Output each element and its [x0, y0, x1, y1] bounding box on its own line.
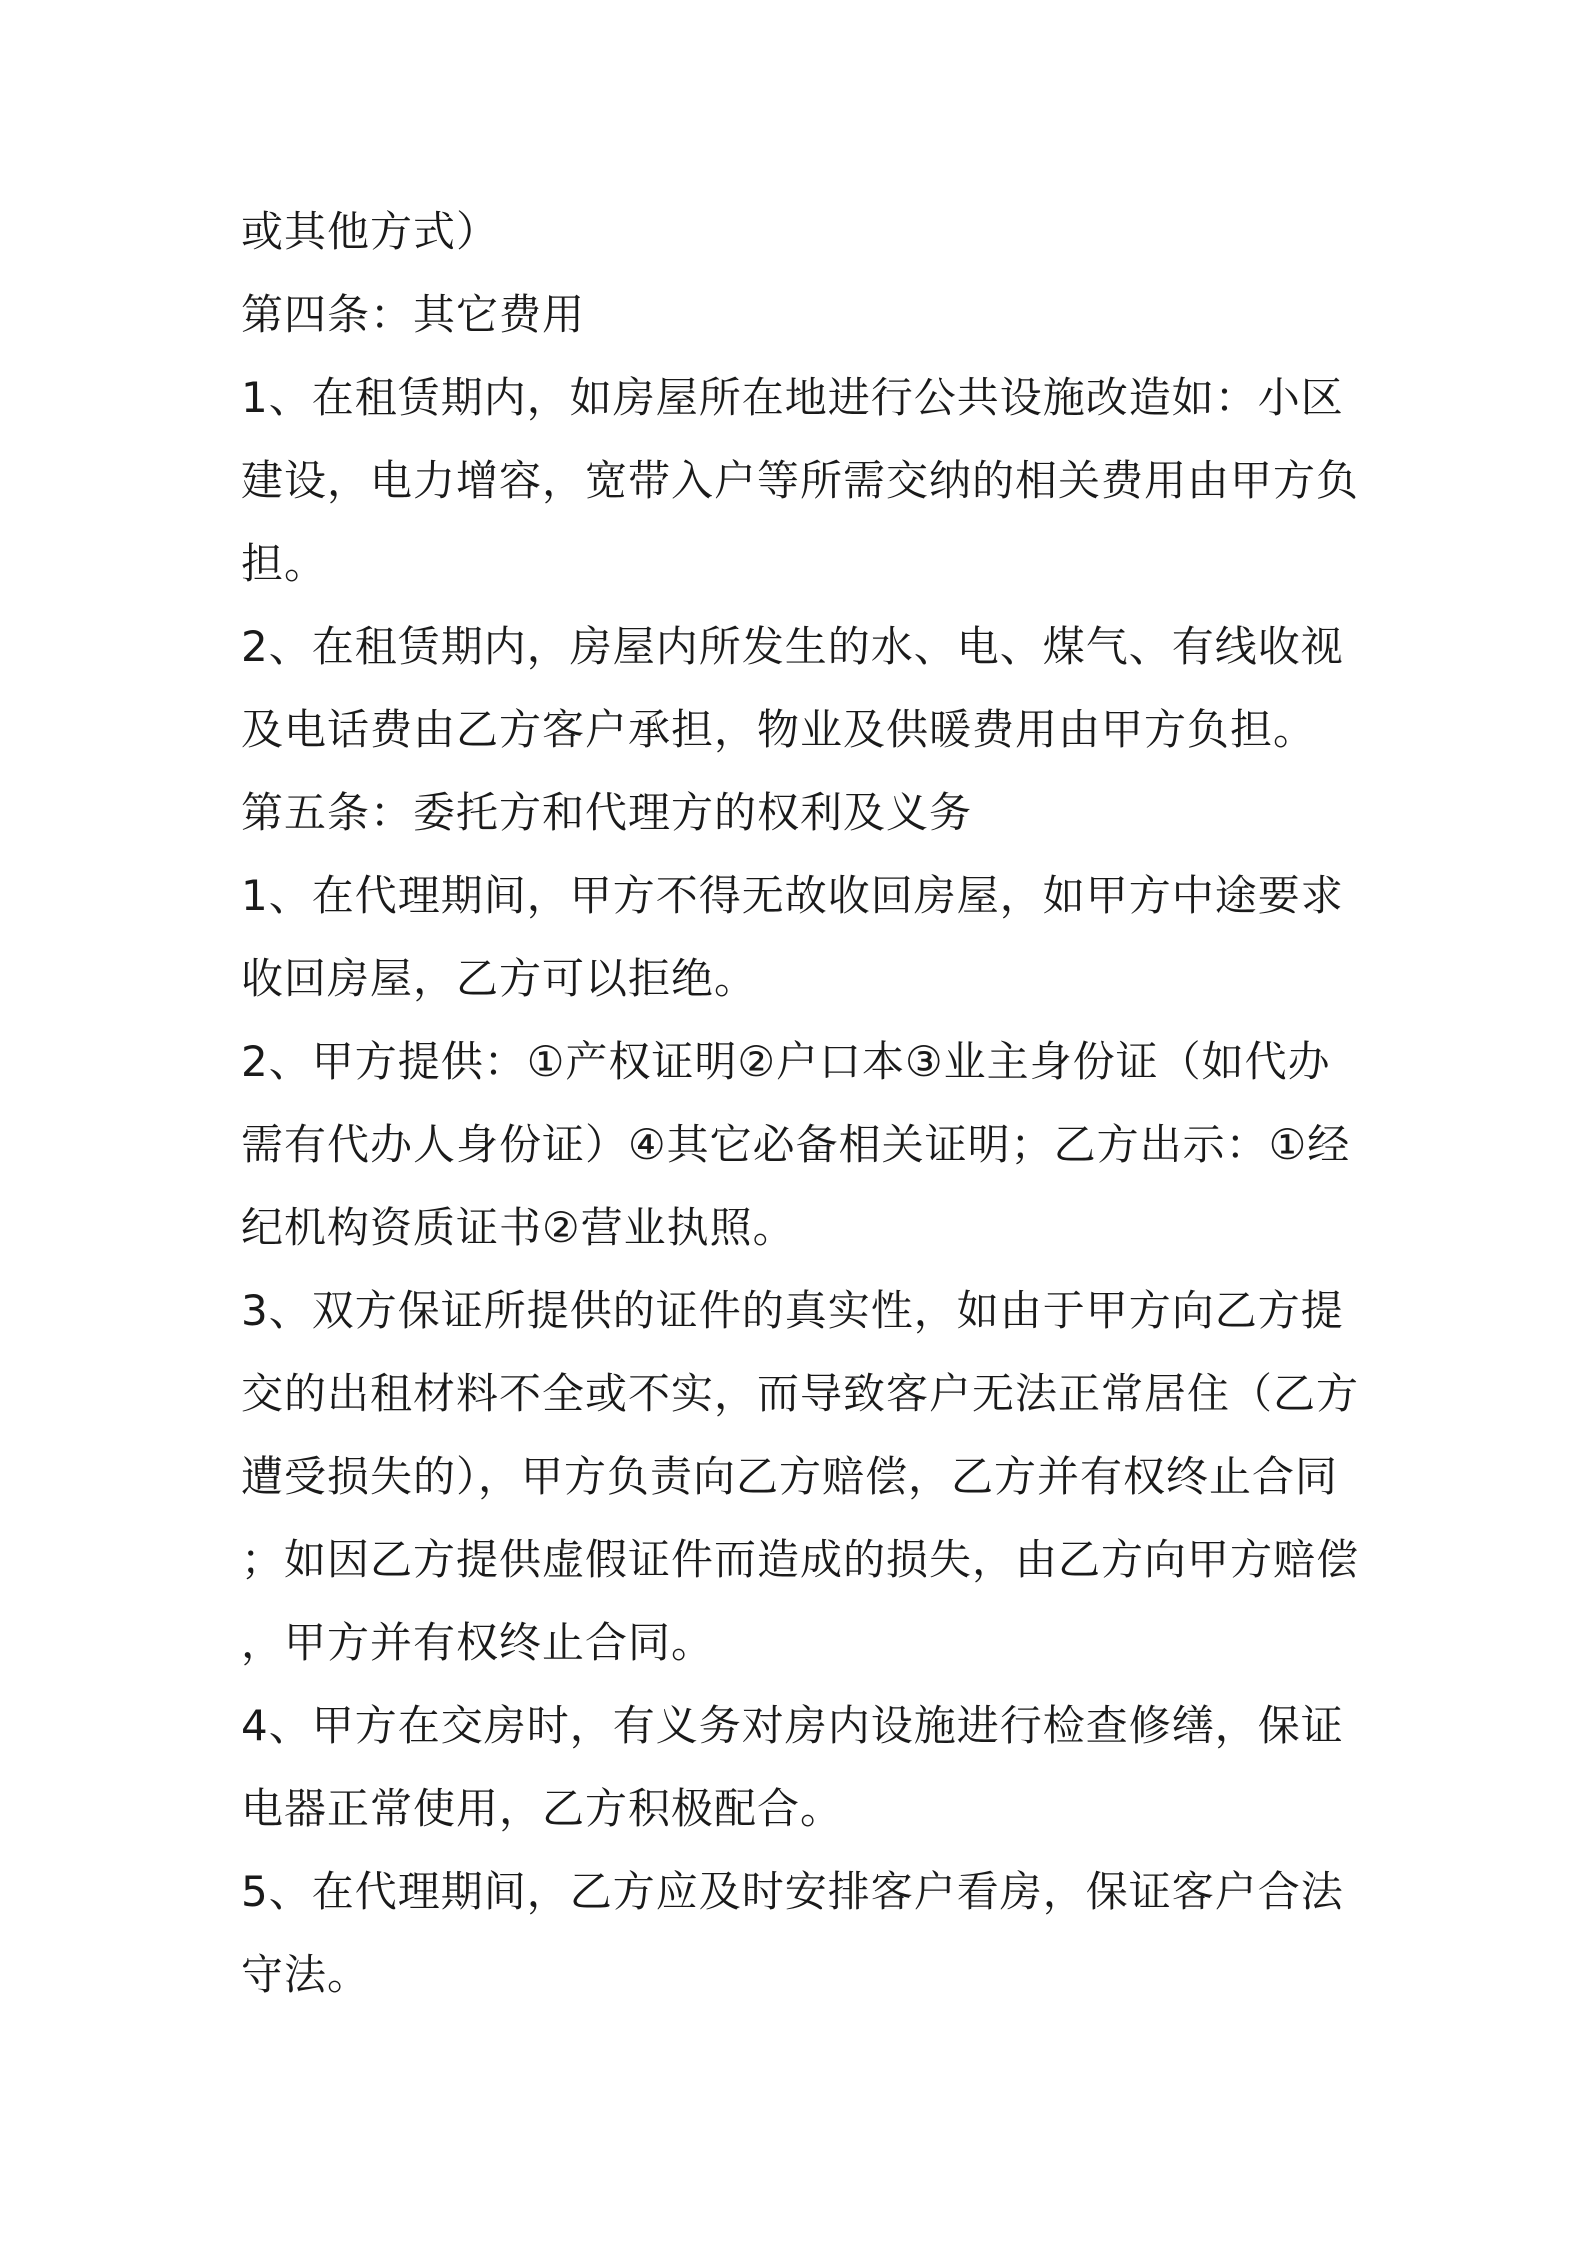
text-line: 4、甲方在交房时，有义务对房内设施进行检查修缮，保证 [241, 1701, 1344, 1750]
text-line: 纪机构资质证书②营业执照。 [241, 1203, 796, 1252]
text-line: 1、在代理期间，甲方不得无故收回房屋，如甲方中途要求 [241, 871, 1344, 920]
section-heading: 第四条：其它费用 [241, 290, 586, 339]
text-line: 需有代办人身份证）④其它必备相关证明；乙方出示：①经 [241, 1120, 1351, 1169]
text-line: 3、双方保证所提供的证件的真实性，如由于甲方向乙方提 [241, 1286, 1344, 1335]
text-line: 2、甲方提供：①产权证明②户口本③业主身份证（如代办 [241, 1037, 1331, 1086]
text-line: ；如因乙方提供虚假证件而造成的损失，由乙方向甲方赔偿 [241, 1535, 1360, 1584]
text-line: 交的出租材料不全或不实，而导致客户无法正常居住（乙方 [241, 1369, 1360, 1418]
document-page [241, 190, 1361, 2016]
section-heading: 第五条：委托方和代理方的权利及义务 [241, 788, 973, 837]
text-line: 电器正常使用，乙方积极配合。 [241, 1784, 844, 1833]
text-line: 5、在代理期间，乙方应及时安排客户看房，保证客户合法 [241, 1867, 1344, 1916]
text-line: ，甲方并有权终止合同。 [241, 1618, 715, 1667]
text-line: 收回房屋，乙方可以拒绝。 [241, 954, 758, 1003]
text-line: 遭受损失的），甲方负责向乙方赔偿，乙方并有权终止合同 [241, 1452, 1339, 1501]
text-line: 担。 [241, 539, 328, 588]
text-line: 守法。 [241, 1950, 371, 1999]
text-line: 2、在租赁期内，房屋内所发生的水、电、煤气、有线收视 [241, 622, 1344, 671]
text-line: 或其他方式） [241, 207, 500, 256]
text-line: 建设，电力增容，宽带入户等所需交纳的相关费用由甲方负 [241, 456, 1360, 505]
text-line: 1、在租赁期内，如房屋所在地进行公共设施改造如：小区 [241, 373, 1344, 422]
text-line: 及电话费由乙方客户承担，物业及供暖费用由甲方负担。 [241, 705, 1317, 754]
